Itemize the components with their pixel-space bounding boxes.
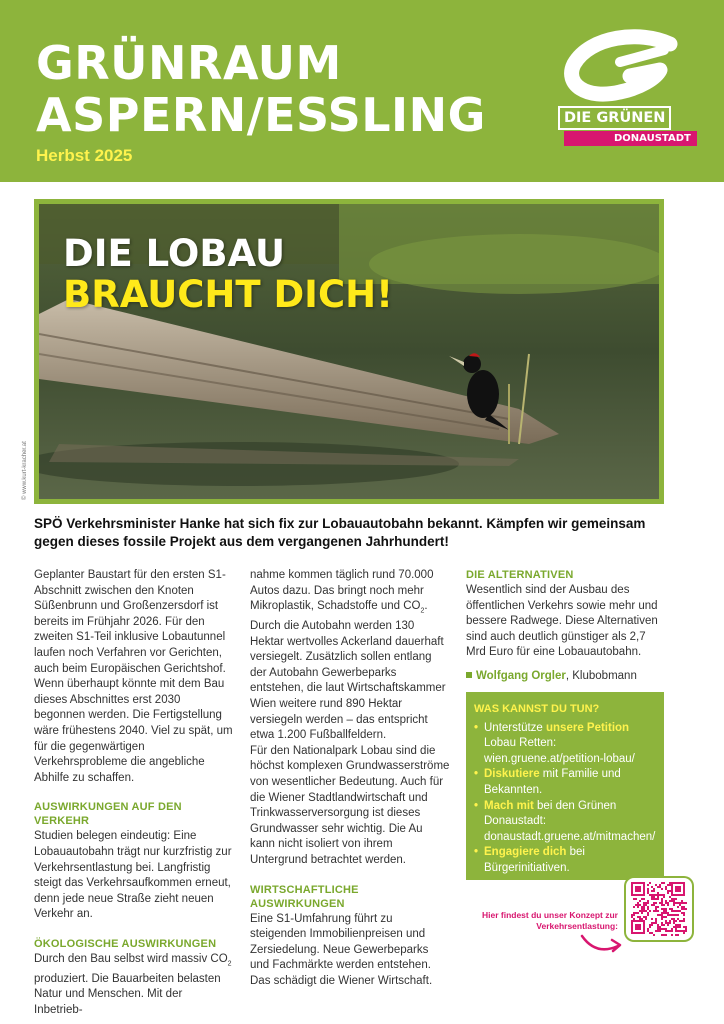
alternatives-text: Wesentlich sind der Ausbau des öffentlichen Verkehrs sowie mehr und bessere Radwege. Diese Alternativen sind auch deutlich günstiger als 2,7 Mrd Euro für eine Lobauautobahn. (466, 584, 658, 659)
qr-code[interactable] (626, 878, 692, 940)
action-item-join: • Mach mit bei den Grünen Donaustadt: donaustadt.gruene.at/mitmachen/ (474, 799, 656, 846)
woodpecker-photo (39, 204, 659, 499)
bullet-square-icon (466, 672, 472, 678)
heading-economy: WIRTSCHAFTLICHE AUSWIRKUNGEN (250, 883, 359, 910)
arrow-icon (578, 930, 628, 958)
heading-alternatives: DIE ALTERNATIVEN (466, 569, 574, 581)
column-1 (34, 568, 234, 1019)
author-line (466, 669, 666, 685)
author-role: , Klubobmann (565, 669, 637, 682)
groundwater-text: Für den Nationalpark Lobau sind die höchst komplexen Grundwasserströme von wesentlicher Bedeutung. Auch für die Wiener Stadtlandwirtschaft und Trinkwasserversorgung ist dieses Grundwasser sehr wichtig. Die Au kann nicht isoliert von ihrem Untergrund betrachtet werden. (250, 744, 450, 866)
qr-caption: Hier findest du unser Konzept zur Verkehrsentlastung: (481, 910, 618, 931)
header-band (0, 0, 724, 182)
column-2 (250, 568, 450, 990)
title-line-1: GRÜNRAUM (36, 36, 342, 90)
title-line-2: ASPERN/ESSLING (36, 88, 486, 142)
heading-traffic: AUSWIRKUNGEN AUF DEN VERKEHR (34, 801, 182, 828)
photo-frame (34, 199, 664, 504)
lead-paragraph: SPÖ Verkehrsminister Hanke hat sich fix zur Lobauautobahn bekannt. Kämpfen wir gemeinsam gegen dieses fossile Projekt aus dem vergangenen Jahrhundert! (34, 516, 646, 549)
ecology-continued-text: nahme kommen täglich rund 70.000 Autos dazu. Das bringt noch mehr Mikroplastik, Schadstoffe und $CO_2$. Durch die Autobahn werden 130 Hektar wertvolles Ackerland dauerhaft versiegelt. Zusätzlich sollen entlang der Autobahn Gewerbeparks entstehen, die laut Wirtschaftskammer Wien weitere rund 890 Hektar versiegeln werden – das entspricht etwa 1.200 Fußballfeldern. (250, 569, 446, 742)
action-list (474, 721, 656, 877)
traffic-text: Studien belegen eindeutig: Eine Lobauautobahn trägt nur kurzfristig zur Verkehrsentlastung bei. Langfristig steigt das Verkehrsaufkommen erneut, denn jede neue Straße zieht neuen Verkehr an. (34, 830, 232, 921)
action-item-discuss: • Diskutiere mit Familie und Bekannten. (474, 767, 656, 798)
headline-line-1: DIE LOBAU (63, 232, 286, 275)
photo-headline (63, 234, 393, 315)
heading-ecology: ÖKOLOGISCHE AUSWIRKUNGEN (34, 937, 217, 950)
action-box-title: WAS KANNST DU TUN? (474, 703, 600, 715)
logo-subtext: DONAUSTADT (564, 131, 697, 146)
logo-text: DIE GRÜNEN (558, 106, 671, 130)
intro-text: Geplanter Baustart für den ersten S1-Abschnitt zwischen den Knoten Süßenbrunn und Großenzersdorf ist bereits im Frühjahr 2026. Für den zweiten S1-Teil inklusive Lobautunnel laufen noch Verfahren vor Gerichten, auch beim Europäischen Gerichtshof. Wenn überhaupt könnte mit dem Bau dieses Abschnittes erst 2030 begonnen werden. Die Fertigstellung wäre frühestens 2040. Viel zu spät, um für die gegenwärtigen Verkehrsprobleme die angebliche Abhilfe zu schaffen. (34, 569, 233, 784)
author-name: Wolfgang Orgler (476, 669, 566, 682)
action-box (466, 692, 664, 880)
photo-credit: © www.kurt-kracher.at (22, 441, 28, 500)
logo (552, 26, 692, 156)
qr-code-icon (631, 882, 687, 936)
economy-text: Eine S1-Umfahrung führt zu steigenden Immobilienpreisen und Zersiedelung. Neue Gewerbeparks und Fachmärkte werden entstehen. Das schädigt die Wiener Wirtschaft. (250, 912, 433, 987)
ecology-text: Durch den Bau selbst wird massiv $CO_2$ produziert. Die Bauarbeiten belasten Natur und Menschen. Mit der Inbetrieb- (34, 952, 232, 1016)
season-label: Herbst 2025 (36, 146, 133, 165)
action-item-petition: • Unterstütze unsere Petition Lobau Retten: wien.gruene.at/petition-lobau/ (474, 721, 656, 768)
headline-line-2: BRAUCHT DICH! (63, 272, 393, 316)
action-item-engage: • Engagiere dich bei Bürgerinitiativen. (474, 845, 656, 876)
column-3 (466, 568, 666, 685)
logo-g-icon (560, 26, 688, 112)
